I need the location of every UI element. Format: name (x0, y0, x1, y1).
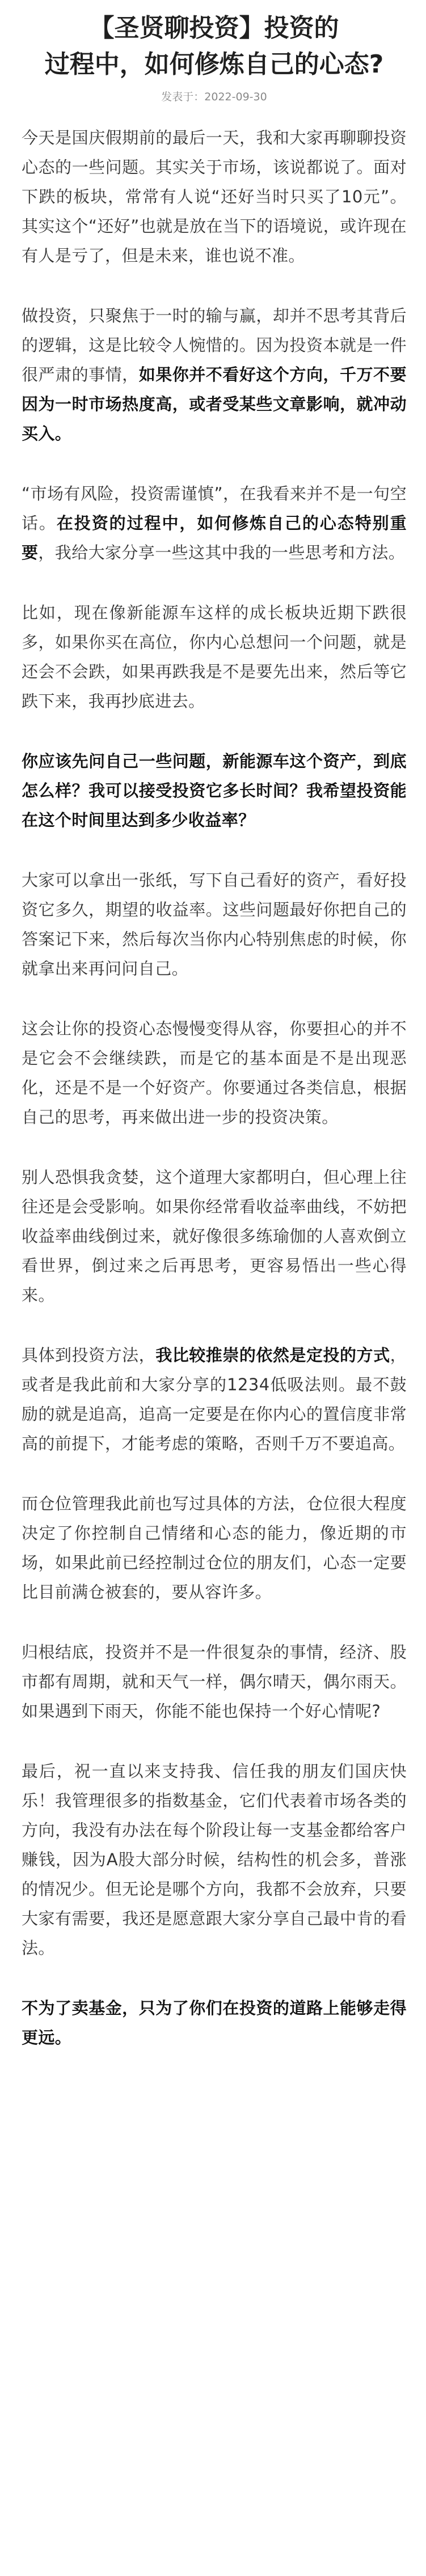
body-text: 而仓位管理我此前也写过具体的方法，仓位很大程度决定了你控制自己情绪和心态的能力，像近期的市场，如果此前已经控制过仓位的朋友们，心态一定要比目前满仓被套的，要从容许多。 (22, 1494, 407, 1602)
article-paragraph (22, 1014, 407, 1132)
article-paragraph (22, 1756, 407, 1963)
article-paragraph (22, 865, 407, 983)
emphasis-text: 在投资的过程中，如何修炼自己的心态特别重要 (22, 513, 407, 562)
article-title-line-2: 过程中，如何修炼自己的心态? (44, 50, 384, 79)
article-paragraph (22, 746, 407, 835)
publish-label: 发表于： (161, 91, 205, 103)
body-text: 这会让你的投资心态慢慢变得从容，你要担心的并不是它会不会继续跌，而是它的基本面是不是出现恶化，还是不是一个好资产。你要通过各类信息，根据自己的思考，再来做出进一步的投资决策。 (22, 1019, 407, 1127)
body-text: 今天是国庆假期前的最后一天，我和大家再聊聊投资心态的一些问题。其实关于市场，该说都说了。面对下跌的板块，常常有人说“还好当时只买了10元”。其实这个“还好”也就是放在当下的语境说，或许现在有人是亏了，但是未来，谁也说不准。 (22, 128, 407, 265)
article-paragraph (22, 1162, 407, 1310)
publish-date: 2022-09-30 (204, 91, 267, 103)
article-paragraph (22, 301, 407, 448)
article-paragraph (22, 598, 407, 716)
article-paragraph (22, 1993, 407, 2052)
body-text: “市场有风险，投资需谨慎”，在我看来并不是一句空话。 (22, 484, 407, 533)
article-paragraph (22, 479, 407, 567)
body-text: 最后，祝一直以来支持我、信任我的朋友们国庆快乐！我管理很多的指数基金，它们代表着市场各类的方向，我没有办法在每个阶段让每一支基金都给客户赚钱，因为A股大部分时候，结构性的机会多，普涨的情况少。但无论是哪个方向，我都不会放弃，只要大家有需要，我还是愿意跟大家分享自己最中肯的看法。 (22, 1762, 407, 1958)
body-text: ，或者是我此前和大家分享的1234低吸法则。最不鼓励的就是追高，追高一定要是在你内心的置信度非常高的前提下，才能考虑的策略，否则千万不要追高。 (22, 1346, 407, 1453)
article-title (22, 10, 407, 83)
article-title-line-1: 【圣贤聊投资】投资的 (89, 14, 339, 43)
article-body (22, 123, 407, 2052)
emphasis-text: 我比较推崇的依然是定投的方式 (155, 1346, 390, 1365)
body-text: 归根结底，投资并不是一件很复杂的事情，经济、股市都有周期，就和天气一样，偶尔晴天，偶尔雨天。如果遇到下雨天，你能不能也保持一个好心情呢? (22, 1643, 407, 1721)
article-paragraph (22, 123, 407, 270)
body-text: 大家可以拿出一张纸，写下自己看好的资产，看好投资它多久，期望的收益率。这些问题最好你把自己的答案记下来，然后每次当你内心特别焦虑的时候，你就拿出来再问问自己。 (22, 871, 407, 978)
emphasis-text: 你应该先问自己一些问题，新能源车这个资产，到底怎么样？我可以接受投资它多长时间？我希望投资能在这个时间里达到多少收益率？ (22, 752, 407, 830)
body-text: 别人恐惧我贪婪，这个道理大家都明白，但心理上往往还是会受影响。如果你经常看收益率曲线，不妨把收益率曲线倒过来，就好像很多练瑜伽的人喜欢倒立看世界，倒过来之后再思考，更容易悟出一些心得来。 (22, 1168, 407, 1305)
body-text: ，我给大家分享一些这其中我的一些思考和方法。 (38, 543, 406, 562)
article-paragraph (22, 1489, 407, 1607)
article-paragraph (22, 1340, 407, 1458)
emphasis-text: 不为了卖基金，只为了你们在投资的道路上能够走得更远。 (22, 1998, 407, 2047)
body-text: 比如，现在像新能源车这样的成长板块近期下跌很多，如果你买在高位，你内心总想问一个问题，就是还会不会跌，如果再跌我是不是要先出来，然后等它跌下来，我再抄底进去。 (22, 603, 407, 711)
body-text: 具体到投资方法， (22, 1346, 156, 1365)
article-paragraph (22, 1637, 407, 1726)
body-text: 做投资，只聚焦于一时的输与赢，却并不思考其背后的逻辑，这是比较令人惋惜的。因为投资本就是一件很严肃的事情， (22, 306, 407, 384)
publish-info (22, 88, 407, 104)
emphasis-text: 如果你并不看好这个方向，千万不要因为一时市场热度高，或者受某些文章影响，就冲动买入。 (22, 365, 407, 443)
